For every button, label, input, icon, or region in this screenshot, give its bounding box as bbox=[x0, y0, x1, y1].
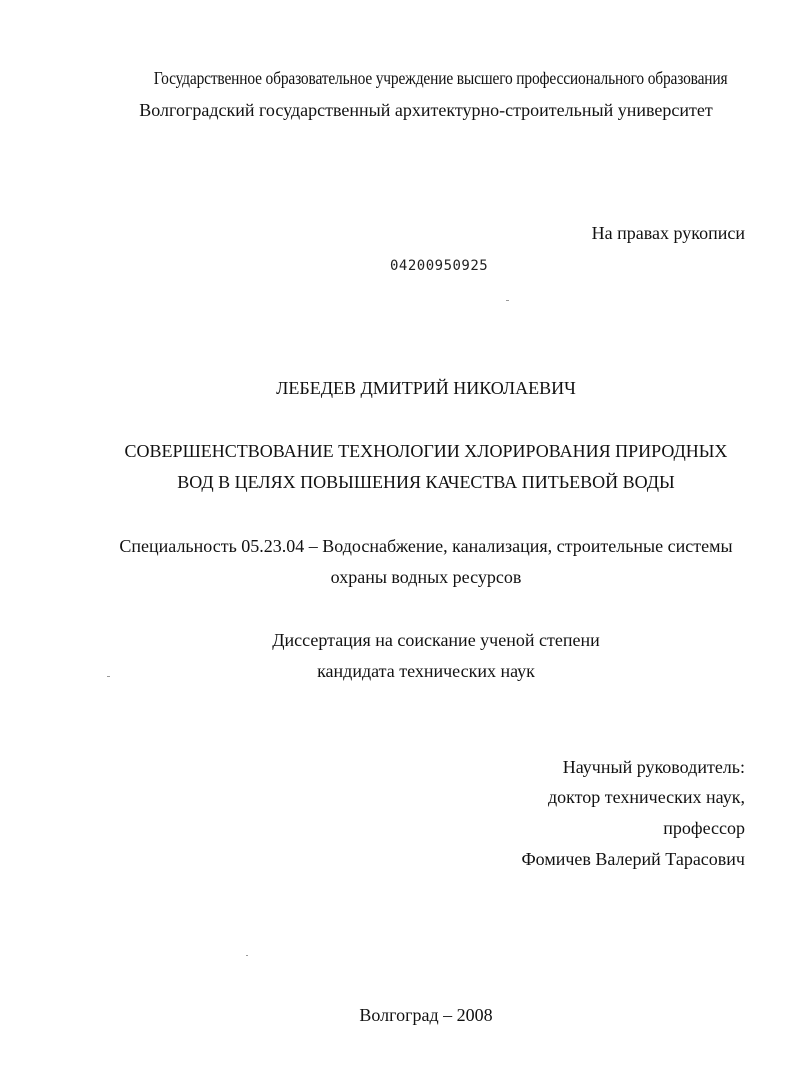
institution-type bbox=[107, 67, 745, 89]
scan-speck bbox=[246, 955, 248, 956]
title-line-1: СОВЕРШЕНСТВОВАНИЕ ТЕХНОЛОГИИ ХЛОРИРОВАНИЯ ПРИРОДНЫХ bbox=[124, 441, 728, 461]
specialty-line-1: Специальность 05.23.04 – Водоснабжение, канализация, строительные системы bbox=[119, 536, 733, 556]
degree-line-2: кандидата технических наук bbox=[317, 661, 535, 681]
library-stamp-number: 04200950925 bbox=[390, 258, 489, 274]
rights-note: На правах рукописи bbox=[591, 223, 745, 243]
scan-speck bbox=[506, 300, 509, 301]
supervisor-name: Фомичев Валерий Тарасович bbox=[521, 849, 745, 869]
university-name: Волгоградский государственный архитектурно-строительный университет bbox=[139, 100, 713, 120]
city-year: Волгоград – 2008 bbox=[359, 1005, 493, 1025]
specialty-line-2: охраны водных ресурсов bbox=[330, 567, 522, 587]
degree-line-1: Диссертация на соискание ученой степени bbox=[272, 630, 600, 650]
author-name: ЛЕБЕДЕВ ДМИТРИЙ НИКОЛАЕВИЧ bbox=[276, 378, 576, 398]
scan-speck bbox=[107, 676, 110, 677]
supervisor-degree: доктор технических наук, bbox=[548, 787, 745, 807]
title-line-2: ВОД В ЦЕЛЯХ ПОВЫШЕНИЯ КАЧЕСТВА ПИТЬЕВОЙ ВОДЫ bbox=[177, 472, 675, 492]
supervisor-label: Научный руководитель: bbox=[562, 757, 745, 777]
institution-type-text: Государственное образовательное учреждение высшего профессионального образования bbox=[153, 68, 728, 88]
supervisor-rank: профессор bbox=[663, 818, 745, 838]
